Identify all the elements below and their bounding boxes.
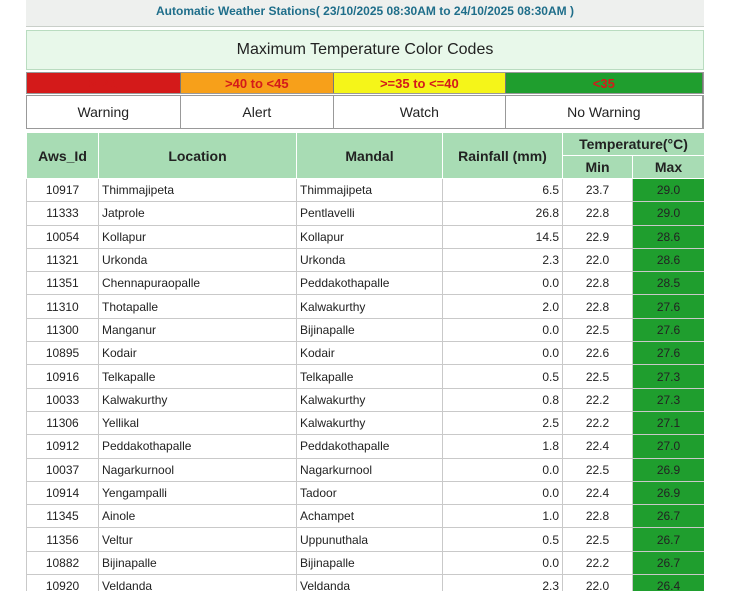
cell-min: 22.8 — [563, 505, 633, 528]
cell-aws-id: 10895 — [27, 342, 99, 365]
legend-label-row — [26, 95, 704, 129]
cell-min: 22.5 — [563, 318, 633, 341]
cell-rainfall: 0.0 — [443, 551, 563, 574]
cell-mandal: Achampet — [297, 505, 443, 528]
table-row — [27, 481, 705, 504]
cell-aws-id: 10917 — [27, 179, 99, 202]
cell-rainfall: 0.0 — [443, 318, 563, 341]
cell-mandal: Uppunuthala — [297, 528, 443, 551]
table-row — [27, 179, 705, 202]
cell-mandal: Kollapur — [297, 225, 443, 248]
cell-mandal: Urkonda — [297, 248, 443, 271]
cell-aws-id: 11306 — [27, 411, 99, 434]
cell-location: Jatprole — [99, 202, 297, 225]
table-row — [27, 365, 705, 388]
cell-min: 22.9 — [563, 225, 633, 248]
table-row — [27, 295, 705, 318]
cell-mandal: Kalwakurthy — [297, 388, 443, 411]
cell-rainfall: 2.5 — [443, 411, 563, 434]
cell-max: 27.1 — [633, 411, 705, 434]
cell-max: 27.6 — [633, 318, 705, 341]
cell-rainfall: 0.5 — [443, 365, 563, 388]
cell-max: 27.3 — [633, 388, 705, 411]
cell-rainfall: 14.5 — [443, 225, 563, 248]
cell-rainfall: 0.0 — [443, 458, 563, 481]
cell-mandal: Bijinapalle — [297, 318, 443, 341]
legend-range-watch: >=35 to <=40 — [334, 73, 506, 93]
cell-max: 26.7 — [633, 551, 705, 574]
legend-label-warning: Warning — [27, 96, 181, 128]
cell-aws-id: 11310 — [27, 295, 99, 318]
table-row — [27, 458, 705, 481]
header-mandal: Mandal — [297, 133, 443, 179]
cell-min: 22.4 — [563, 435, 633, 458]
cell-mandal: Veldanda — [297, 575, 443, 591]
cell-max: 28.6 — [633, 248, 705, 271]
cell-location: Ainole — [99, 505, 297, 528]
header-location: Location — [99, 133, 297, 179]
cell-location: Thotapalle — [99, 295, 297, 318]
cell-min: 22.5 — [563, 458, 633, 481]
cell-rainfall: 1.0 — [443, 505, 563, 528]
cell-location: Nagarkurnool — [99, 458, 297, 481]
cell-rainfall: 2.3 — [443, 575, 563, 591]
cell-max: 29.0 — [633, 179, 705, 202]
table-row — [27, 411, 705, 434]
cell-rainfall: 2.0 — [443, 295, 563, 318]
cell-location: Manganur — [99, 318, 297, 341]
cell-aws-id: 11300 — [27, 318, 99, 341]
cell-mandal: Pentlavelli — [297, 202, 443, 225]
cell-location: Telkapalle — [99, 365, 297, 388]
report-frame — [26, 0, 704, 591]
cell-max: 28.5 — [633, 272, 705, 295]
cell-min: 22.5 — [563, 365, 633, 388]
header-max: Max — [633, 156, 705, 179]
table-row — [27, 388, 705, 411]
cell-location: Yengampalli — [99, 481, 297, 504]
table-body — [27, 179, 705, 591]
cell-aws-id: 10054 — [27, 225, 99, 248]
cell-location: Kalwakurthy — [99, 388, 297, 411]
header-min: Min — [563, 156, 633, 179]
cell-min: 22.8 — [563, 202, 633, 225]
cell-location: Yellikal — [99, 411, 297, 434]
cell-rainfall: 0.8 — [443, 388, 563, 411]
legend-label-alert: Alert — [181, 96, 335, 128]
table-row — [27, 272, 705, 295]
cell-mandal: Kalwakurthy — [297, 411, 443, 434]
cell-rainfall: 0.0 — [443, 272, 563, 295]
cell-aws-id: 10916 — [27, 365, 99, 388]
legend-range-warning: >=45 — [27, 73, 181, 93]
cell-location: Peddakothapalle — [99, 435, 297, 458]
cell-max: 26.7 — [633, 528, 705, 551]
legend-range-alert: >40 to <45 — [181, 73, 335, 93]
cell-min: 22.8 — [563, 295, 633, 318]
legend-color-row — [26, 72, 704, 94]
cell-rainfall: 0.0 — [443, 481, 563, 504]
cell-rainfall: 1.8 — [443, 435, 563, 458]
weather-table — [26, 132, 704, 591]
cell-location: Urkonda — [99, 248, 297, 271]
table-row — [27, 505, 705, 528]
cell-min: 22.2 — [563, 411, 633, 434]
cell-mandal: Kalwakurthy — [297, 295, 443, 318]
cell-location: Chennapuraopalle — [99, 272, 297, 295]
cell-max: 26.9 — [633, 481, 705, 504]
cell-aws-id: 11356 — [27, 528, 99, 551]
cell-min: 22.8 — [563, 272, 633, 295]
cell-location: Bijinapalle — [99, 551, 297, 574]
cell-max: 27.6 — [633, 295, 705, 318]
cell-mandal: Peddakothapalle — [297, 435, 443, 458]
table-row — [27, 225, 705, 248]
cell-min: 22.4 — [563, 481, 633, 504]
report-title: Automatic Weather Stations( 23/10/2025 08:30AM to 24/10/2025 08:30AM ) — [26, 0, 704, 27]
cell-min: 23.7 — [563, 179, 633, 202]
cell-max: 28.6 — [633, 225, 705, 248]
cell-location: Veltur — [99, 528, 297, 551]
cell-location: Thimmajipeta — [99, 179, 297, 202]
cell-aws-id: 10033 — [27, 388, 99, 411]
cell-aws-id: 10920 — [27, 575, 99, 591]
cell-max: 27.3 — [633, 365, 705, 388]
cell-min: 22.6 — [563, 342, 633, 365]
cell-aws-id: 10037 — [27, 458, 99, 481]
cell-max: 26.4 — [633, 575, 705, 591]
legend-title: Maximum Temperature Color Codes — [26, 30, 704, 70]
header-rainfall: Rainfall (mm) — [443, 133, 563, 179]
cell-mandal: Thimmajipeta — [297, 179, 443, 202]
header-temperature: Temperature(°C) — [563, 133, 705, 156]
legend-label-no-warning: No Warning — [506, 96, 703, 128]
legend-label-watch: Watch — [334, 96, 506, 128]
cell-min: 22.2 — [563, 551, 633, 574]
cell-aws-id: 10912 — [27, 435, 99, 458]
cell-aws-id: 11345 — [27, 505, 99, 528]
cell-rainfall: 26.8 — [443, 202, 563, 225]
cell-mandal: Bijinapalle — [297, 551, 443, 574]
cell-mandal: Kodair — [297, 342, 443, 365]
table-row — [27, 202, 705, 225]
cell-max: 27.0 — [633, 435, 705, 458]
cell-mandal: Telkapalle — [297, 365, 443, 388]
cell-rainfall: 0.0 — [443, 342, 563, 365]
cell-aws-id: 11351 — [27, 272, 99, 295]
cell-min: 22.5 — [563, 528, 633, 551]
table-row — [27, 575, 705, 591]
header-aws-id: Aws_Id — [27, 133, 99, 179]
cell-location: Veldanda — [99, 575, 297, 591]
cell-max: 29.0 — [633, 202, 705, 225]
table-row — [27, 342, 705, 365]
cell-aws-id: 10914 — [27, 481, 99, 504]
cell-aws-id: 11321 — [27, 248, 99, 271]
cell-rainfall: 2.3 — [443, 248, 563, 271]
cell-location: Kollapur — [99, 225, 297, 248]
cell-min: 22.0 — [563, 575, 633, 591]
cell-mandal: Nagarkurnool — [297, 458, 443, 481]
cell-rainfall: 6.5 — [443, 179, 563, 202]
table-row — [27, 248, 705, 271]
table-row — [27, 528, 705, 551]
cell-min: 22.0 — [563, 248, 633, 271]
cell-aws-id: 10882 — [27, 551, 99, 574]
cell-max: 26.7 — [633, 505, 705, 528]
cell-location: Kodair — [99, 342, 297, 365]
legend-range-no-warning: <35 — [506, 73, 703, 93]
cell-mandal: Peddakothapalle — [297, 272, 443, 295]
cell-max: 27.6 — [633, 342, 705, 365]
cell-aws-id: 11333 — [27, 202, 99, 225]
cell-max: 26.9 — [633, 458, 705, 481]
table-row — [27, 435, 705, 458]
table-row — [27, 551, 705, 574]
cell-rainfall: 0.5 — [443, 528, 563, 551]
table-row — [27, 318, 705, 341]
cell-mandal: Tadoor — [297, 481, 443, 504]
cell-min: 22.2 — [563, 388, 633, 411]
